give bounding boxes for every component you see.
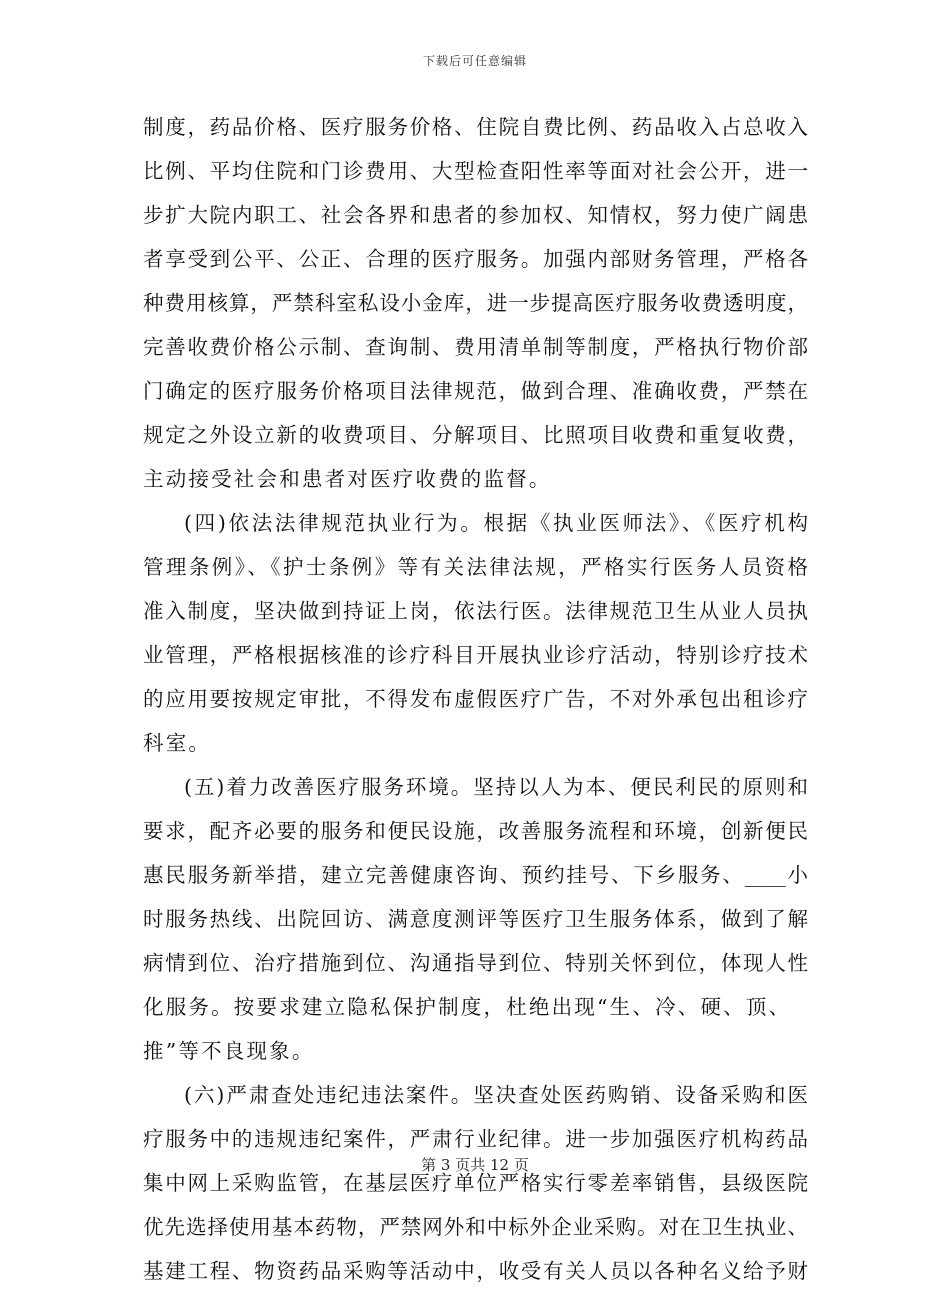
text-line: 制度，药品价格、医疗服务价格、住院自费比例、药品收入占总收入	[143, 115, 808, 139]
text-line: 疗服务中的违规违纪案件，严肃行业纪律。进一步加强医疗机构药品	[143, 1127, 808, 1151]
text-line: 优先选择使用基本药物，严禁网外和中标外企业采购。对在卫生执业、	[143, 1215, 808, 1239]
text-line: 完善收费价格公示制、查询制、费用清单制等制度，严格执行物价部	[143, 335, 808, 359]
text-line: 主动接受社会和患者对医疗收费的监督。	[143, 467, 552, 491]
text-line: 要求，配齐必要的服务和便民设施，改善服务流程和环境，创新便民	[143, 819, 808, 843]
text-line: 步扩大院内职工、社会各界和患者的参加权、知情权，努力使广阔患	[143, 203, 808, 227]
text-line: 者享受到公平、公正、合理的医疗服务。加强内部财务管理，严格各	[143, 247, 808, 271]
document-body	[143, 105, 808, 1293]
paragraph-5-heading-line: (五)着力改善医疗服务环境。坚持以人为本、便民利民的原则和	[184, 775, 808, 799]
paragraph-6-heading-line: (六)严肃查处违纪违法案件。坚决查处医药购销、设备采购和医	[184, 1083, 808, 1107]
page-header-note: 下载后可任意编辑	[422, 54, 527, 68]
text-line: 业管理，严格根据核准的诊疗科目开展执业诊疗活动，特别诊疗技术	[143, 643, 808, 667]
text-line: 病情到位、治疗措施到位、沟通指导到位、特别关怀到位，体现人性	[143, 951, 808, 975]
text-line: 的应用要按规定审批，不得发布虚假医疗广告，不对外承包出租诊疗	[143, 687, 808, 711]
page-number: 第 3 页共 12 页	[421, 1156, 529, 1174]
text-line: 基建工程、物资药品采购等活动中，收受有关人员以各种名义给予财	[143, 1259, 808, 1283]
text-line: 化服务。按要求建立隐私保护制度，杜绝出现“生、冷、硬、顶、	[143, 995, 792, 1019]
text-line: 惠民服务新举措，建立完善健康咨询、预约挂号、下乡服务、____小	[143, 863, 808, 887]
text-line: 比例、平均住院和门诊费用、大型检查阳性率等面对社会公开，进一	[143, 159, 808, 183]
text-line: 科室。	[143, 731, 212, 755]
text-line: 门确定的医疗服务价格项目法律规范，做到合理、准确收费，严禁在	[143, 379, 808, 403]
text-line: 管理条例》、《护士条例》等有关法律法规，严格实行医务人员资格	[143, 555, 808, 579]
text-line: 时服务热线、出院回访、满意度测评等医疗卫生服务体系，做到了解	[143, 907, 808, 931]
text-line: 规定之外设立新的收费项目、分解项目、比照项目收费和重复收费，	[143, 423, 808, 447]
paragraph-4-heading-line: (四)依法法律规范执业行为。根据《执业医师法》、《医疗机构	[184, 511, 808, 535]
text-line: 种费用核算，严禁科室私设小金库，进一步提高医疗服务收费透明度，	[143, 291, 808, 315]
text-line: 集中网上采购监管，在基层医疗单位严格实行零差率销售，县级医院	[143, 1171, 808, 1195]
text-line: 推”等不良现象。	[143, 1039, 315, 1063]
text-line: 准入制度，坚决做到持证上岗，依法行医。法律规范卫生从业人员执	[143, 599, 808, 623]
